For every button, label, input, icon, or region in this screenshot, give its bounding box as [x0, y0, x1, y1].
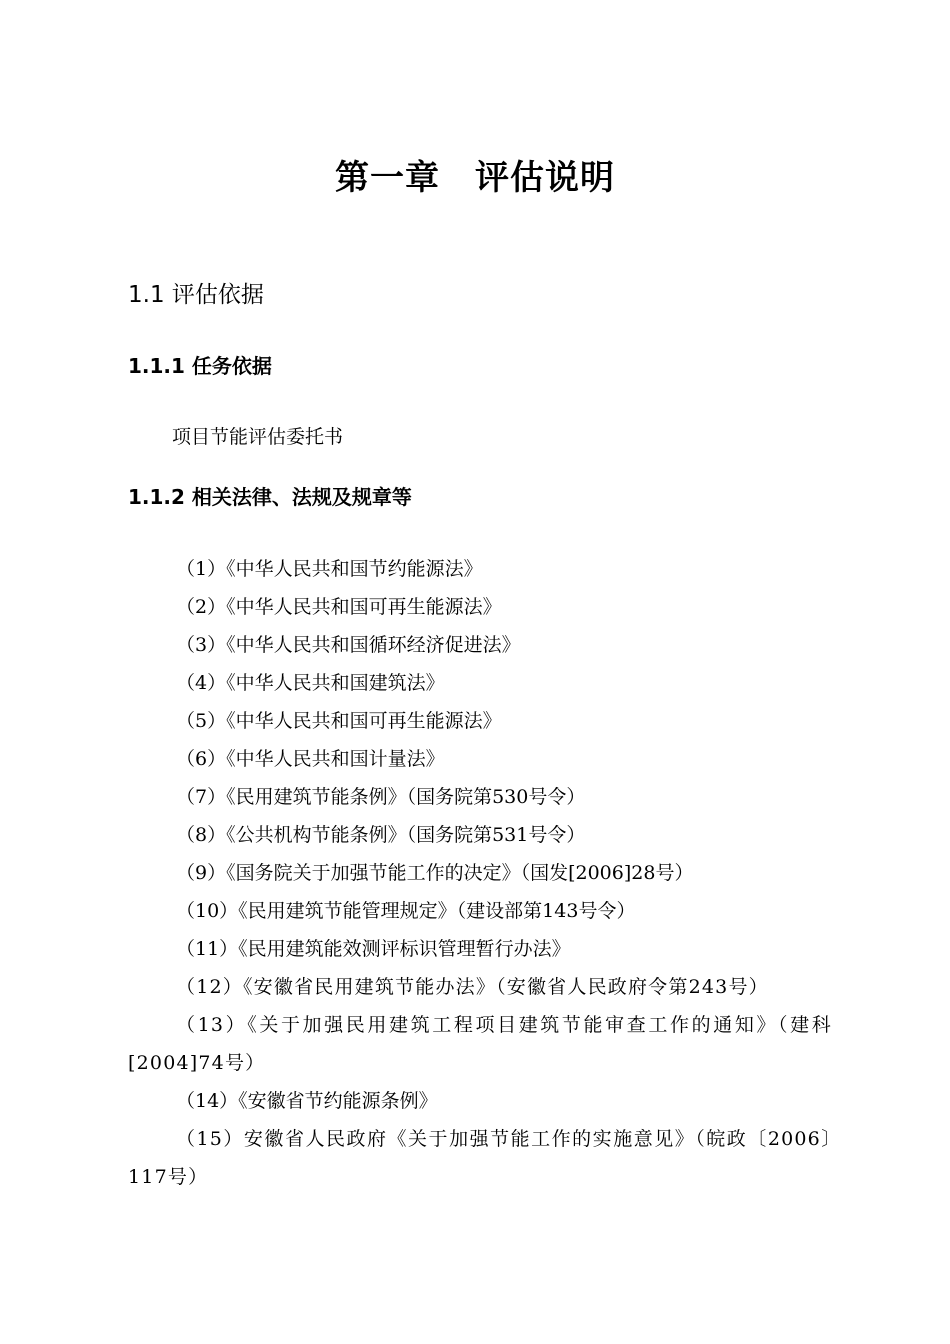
- subsection-heading-laws: 1.1.2 相关法律、法规及规章等: [128, 485, 412, 509]
- law-item: （15）安徽省人民政府《关于加强节能工作的实施意见》（皖政〔2006〕117号）: [128, 1128, 832, 1188]
- law-item: （5）《中华人民共和国可再生能源法》: [176, 710, 502, 732]
- law-item: （6）《中华人民共和国计量法》: [176, 748, 445, 770]
- chapter-title: 第一章 评估说明: [335, 158, 615, 198]
- section-heading: 1.1 评估依据: [128, 282, 264, 308]
- subsection-heading-task-basis: 1.1.1 任务依据: [128, 354, 272, 378]
- law-list: [128, 550, 832, 1196]
- law-item: （8）《公共机构节能条例》（国务院第531号令）: [176, 824, 586, 846]
- law-item: （13）《关于加强民用建筑工程项目建筑节能审查工作的通知》（建科[2004]74号）: [128, 1014, 832, 1074]
- law-item: （1）《中华人民共和国节约能源法》: [176, 558, 483, 580]
- law-item: （4）《中华人民共和国建筑法》: [176, 672, 445, 694]
- law-item: （11）《民用建筑能效测评标识管理暂行办法》: [176, 938, 571, 960]
- task-basis-text: 项目节能评估委托书: [172, 426, 344, 448]
- law-item: （3）《中华人民共和国循环经济促进法》: [176, 634, 521, 656]
- law-item: （14）《安徽省节约能源条例》: [176, 1090, 438, 1112]
- law-item: （10）《民用建筑节能管理规定》（建设部第143号令）: [176, 900, 636, 922]
- law-item: （7）《民用建筑节能条例》（国务院第530号令）: [176, 786, 586, 808]
- law-item: （12）《安徽省民用建筑节能办法》（安徽省人民政府令第243号）: [176, 976, 769, 998]
- law-item: （2）《中华人民共和国可再生能源法》: [176, 596, 502, 618]
- law-item: （9）《国务院关于加强节能工作的决定》（国发[2006]28号）: [176, 862, 694, 884]
